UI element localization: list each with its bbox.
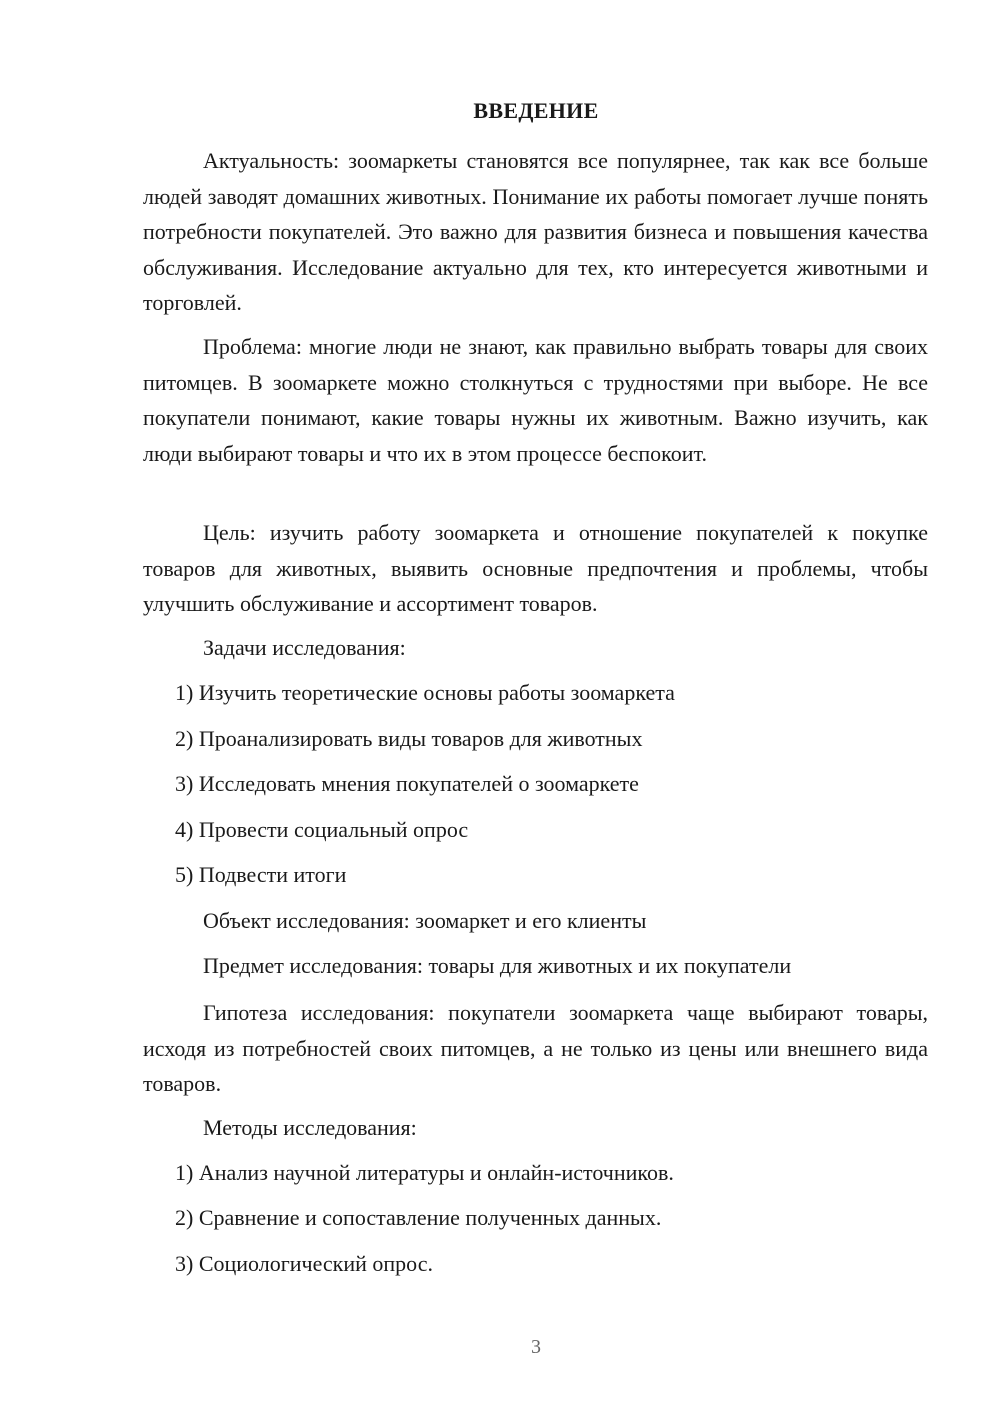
problem-paragraph: Проблема: многие люди не знают, как правильно выбрать товары для своих питомцев. В зоомаркете можно столкнуться с трудностями при выборе. Не все покупатели понимают, какие товары нужны их животным. Важно изучить, как люди выбирают товары и что их в этом процессе беспокоит. <box>143 334 928 466</box>
task-item: 1) Изучить теоретические основы работы зоомаркета <box>175 680 675 705</box>
research-object: Объект исследования: зоомаркет и его клиенты <box>203 908 647 933</box>
methods-heading: Методы исследования: <box>203 1115 417 1140</box>
research-subject: Предмет исследования: товары для животных и их покупатели <box>203 953 792 978</box>
method-item: 1) Анализ научной литературы и онлайн-источников. <box>175 1160 674 1185</box>
page-title: ВВЕДЕНИЕ <box>473 98 599 123</box>
relevance-paragraph: Актуальность: зоомаркеты становятся все популярнее, так как все больше людей заводят домашних животных. Понимание их работы помогает лучше понять потребности покупателей. Это важно для развития бизнеса и повышения качества обслуживания. Исследование актуально для тех, кто интересуется животными и торговлей. <box>143 148 928 315</box>
task-item: 3) Исследовать мнения покупателей о зоомаркете <box>175 771 639 796</box>
task-item: 5) Подвести итоги <box>175 862 347 887</box>
tasks-heading: Задачи исследования: <box>203 635 406 660</box>
goal-paragraph: Цель: изучить работу зоомаркета и отношение покупателей к покупке товаров для животных, выявить основные предпочтения и проблемы, чтобы улучшить обслуживание и ассортимент товаров. <box>143 520 928 616</box>
task-item: 2) Проанализировать виды товаров для животных <box>175 726 643 751</box>
hypothesis-paragraph: Гипотеза исследования: покупатели зоомаркета чаще выбирают товары, исходя из потребностей своих питомцев, а не только из цены или внешнего вида товаров. <box>143 1000 928 1096</box>
method-item: 3) Социологический опрос. <box>175 1251 433 1276</box>
method-item: 2) Сравнение и сопоставление полученных данных. <box>175 1205 662 1230</box>
page-number: 3 <box>531 1336 541 1358</box>
task-item: 4) Провести социальный опрос <box>175 817 469 842</box>
